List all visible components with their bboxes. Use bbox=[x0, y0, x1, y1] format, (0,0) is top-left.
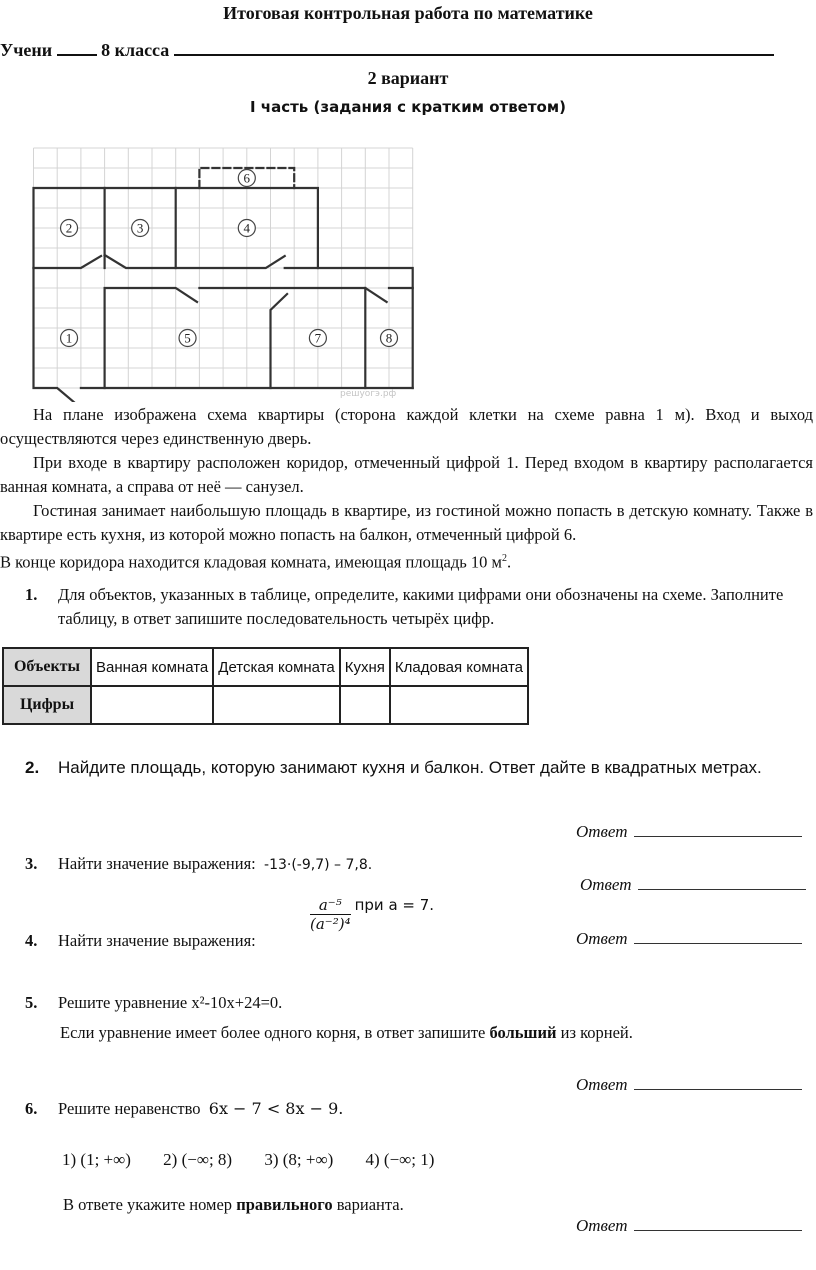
apartment-plan bbox=[20, 140, 420, 402]
question-text: Решите уравнение x²-10x+24=0. bbox=[58, 993, 283, 1012]
student-line bbox=[0, 38, 774, 61]
wall-door bbox=[34, 256, 102, 268]
table-cell-digit-input[interactable] bbox=[213, 686, 339, 724]
question-1 bbox=[0, 583, 816, 633]
room-label-1 bbox=[61, 330, 78, 347]
question-text: Найдите площадь, которую занимают кухня и балкон. Ответ дайте в квадратных метрах. bbox=[58, 758, 762, 777]
answer-input[interactable] bbox=[634, 929, 802, 944]
room-label-6 bbox=[238, 170, 255, 187]
fraction-condition: при a = 7. bbox=[354, 896, 435, 915]
answer-input[interactable] bbox=[634, 1075, 802, 1090]
table-cell-object: Кухня bbox=[340, 648, 390, 686]
room-label-5 bbox=[179, 330, 196, 347]
fraction-numerator: a⁻⁵ bbox=[310, 896, 351, 915]
expression: -13·(-9,7) – 7,8. bbox=[264, 857, 373, 873]
question-number: 6. bbox=[25, 1099, 38, 1118]
question-6-note: В ответе укажите номер правильного варианта. bbox=[63, 1195, 404, 1214]
document-title: Итоговая контрольная работа по математике bbox=[223, 3, 593, 23]
table-cell-digit-input[interactable] bbox=[390, 686, 528, 724]
option-4[interactable]: 4) (−∞; 1) bbox=[365, 1150, 435, 1169]
intro-paragraph: Гостиная занимает наибольшую площадь в квартире, из гостиной можно попасть в детскую комнату. Также в квартире есть кухня, из которой можно попасть на балкон, отмеченный цифрой 6. bbox=[0, 501, 813, 544]
question-text: Найти значение выражения: bbox=[58, 931, 256, 950]
room-label-2 bbox=[61, 220, 78, 237]
wall-door bbox=[199, 288, 386, 302]
answer-input[interactable] bbox=[634, 822, 802, 837]
table-header-objects: Объекты bbox=[3, 648, 91, 686]
answer-field-q5: Ответ bbox=[576, 1075, 802, 1095]
table-header-digits: Цифры bbox=[3, 686, 91, 724]
option-3[interactable]: 3) (8; +∞) bbox=[264, 1150, 334, 1169]
question-text: Найти значение выражения: -13·(-9,7) – 7,8. bbox=[58, 854, 373, 873]
svg-text:7: 7 bbox=[314, 330, 322, 346]
answer-field-q2: Ответ bbox=[576, 822, 802, 842]
table-row bbox=[3, 648, 528, 686]
svg-text:2: 2 bbox=[65, 220, 73, 236]
part-title: I часть (задания с кратким ответом) bbox=[250, 98, 566, 116]
q6-options bbox=[62, 1148, 662, 1172]
question-5-note: Если уравнение имеет более одного корня, в ответ запишите больший из корней. bbox=[60, 1023, 633, 1042]
wall-door bbox=[105, 255, 285, 268]
student-name-blank[interactable] bbox=[174, 38, 774, 56]
table-cell-object: Детская комната bbox=[213, 648, 339, 686]
inequality: 6x − 7 < 8x − 9. bbox=[208, 1099, 344, 1118]
table-cell-object: Ванная комната bbox=[91, 648, 213, 686]
svg-text:5: 5 bbox=[184, 330, 191, 346]
objects-table bbox=[2, 647, 529, 725]
question-number: 5. bbox=[25, 993, 38, 1012]
svg-text:4: 4 bbox=[243, 220, 251, 236]
question-2 bbox=[0, 754, 816, 804]
intro-last-line: В конце коридора находится кладовая комната, имеющая площадь 10 $м^2$. bbox=[0, 552, 512, 572]
question-number: 3. bbox=[25, 854, 38, 873]
variant-label: 2 вариант bbox=[367, 68, 449, 88]
svg-text:8: 8 bbox=[385, 330, 393, 346]
room-label-7 bbox=[309, 330, 326, 347]
intro-paragraph: При входе в квартиру расположен коридор, отмеченный цифрой 1. Перед входом в квартиру располагается ванная комната, а справа от неё — санузел. bbox=[0, 453, 813, 496]
question-text: Решите неравенство 6x − 7 < 8x − 9. bbox=[58, 1099, 344, 1118]
plan-watermark: решуогэ.рф bbox=[340, 389, 397, 399]
answer-field-q3: Ответ bbox=[580, 875, 806, 895]
student-suffix-blank[interactable] bbox=[57, 38, 97, 56]
question-text: Для объектов, указанных в таблице, определите, какими цифрами они обозначены на схеме. Заполните таблицу, в ответ запишите последовательность четырёх цифр. bbox=[58, 585, 784, 628]
plan-description bbox=[0, 403, 813, 575]
answer-input[interactable] bbox=[638, 875, 806, 890]
svg-text:6: 6 bbox=[243, 170, 251, 186]
question-number: 2. bbox=[25, 758, 40, 777]
room-label-4 bbox=[238, 220, 255, 237]
answer-input[interactable] bbox=[634, 1216, 802, 1231]
question-number: 1. bbox=[25, 585, 38, 604]
svg-text:1: 1 bbox=[65, 330, 73, 346]
answer-field-q6: Ответ bbox=[576, 1216, 802, 1236]
student-prefix: Учени bbox=[0, 40, 53, 60]
option-1[interactable]: 1) (1; +∞) bbox=[62, 1150, 131, 1169]
answer-field-q4: Ответ bbox=[576, 929, 802, 949]
option-2[interactable]: 2) (−∞; 8) bbox=[163, 1150, 233, 1169]
room-label-8 bbox=[381, 330, 398, 347]
room-label-3 bbox=[132, 220, 149, 237]
svg-text:3: 3 bbox=[136, 220, 144, 236]
table-cell-object: Кладовая комната bbox=[390, 648, 528, 686]
table-cell-digit-input[interactable] bbox=[340, 686, 390, 724]
intro-paragraph: На плане изображена схема квартиры (сторона каждой клетки на схеме равна 1 м). Вход и выход осуществляются через единственную дверь. bbox=[0, 405, 813, 448]
question-number: 4. bbox=[25, 931, 38, 950]
table-cell-digit-input[interactable] bbox=[91, 686, 213, 724]
fraction-denominator: (a⁻²)⁴ bbox=[310, 915, 351, 933]
table-row bbox=[3, 686, 528, 724]
class-label: 8 класса bbox=[101, 40, 170, 60]
q4-fraction bbox=[310, 896, 434, 933]
